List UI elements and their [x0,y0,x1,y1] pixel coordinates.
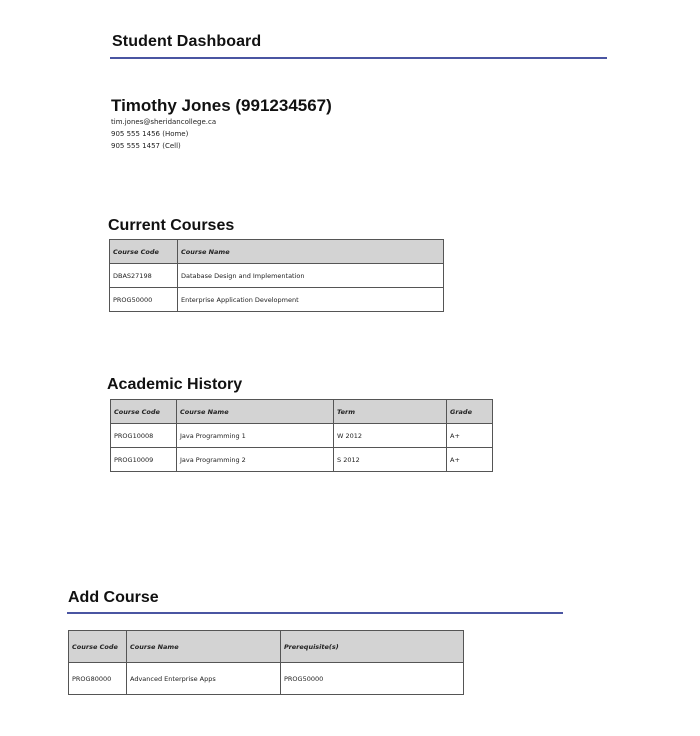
column-header: Course Code [110,240,178,264]
header-divider [110,57,607,59]
table-header-row [69,631,464,663]
current-courses-title: Current Courses [108,217,235,234]
column-header: Grade [447,400,493,424]
academic-history-table [110,399,493,472]
course-code-cell: PROG50000 [110,288,178,312]
column-header: Course Name [178,240,444,264]
academic-history-title: Academic History [107,376,243,393]
table-row[interactable] [111,448,493,472]
table-header-row [111,400,493,424]
course-code-cell: PROG10008 [111,424,177,448]
column-header: Course Name [177,400,334,424]
add-course-title: Add Course [68,589,159,606]
column-header: Course Code [111,400,177,424]
add-course-table [68,630,464,695]
table-row[interactable] [110,264,444,288]
grade-cell: A+ [447,448,493,472]
student-name: Timothy Jones (991234567) [111,96,332,115]
column-header: Term [334,400,447,424]
course-code-cell: DBAS27198 [110,264,178,288]
table-row[interactable] [69,663,464,695]
student-phone-home: 905 555 1456 (Home) [111,130,189,138]
column-header: Course Name [127,631,281,663]
student-phone-cell: 905 555 1457 (Cell) [111,142,181,150]
course-name-cell: Advanced Enterprise Apps [127,663,281,695]
table-header-row [110,240,444,264]
term-cell: S 2012 [334,448,447,472]
course-code-cell: PROG10009 [111,448,177,472]
course-name-cell: Java Programming 1 [177,424,334,448]
course-name-cell: Java Programming 2 [177,448,334,472]
table-row[interactable] [111,424,493,448]
term-cell: W 2012 [334,424,447,448]
course-name-cell: Enterprise Application Development [178,288,444,312]
add-course-divider [67,612,563,614]
prerequisite-cell: PROG50000 [281,663,464,695]
course-code-cell: PROG80000 [69,663,127,695]
table-row[interactable] [110,288,444,312]
student-email: tim.jones@sheridancollege.ca [111,118,217,126]
current-courses-table [109,239,444,312]
column-header: Prerequisite(s) [281,631,464,663]
page-title: Student Dashboard [112,33,262,50]
grade-cell: A+ [447,424,493,448]
course-name-cell: Database Design and Implementation [178,264,444,288]
column-header: Course Code [69,631,127,663]
